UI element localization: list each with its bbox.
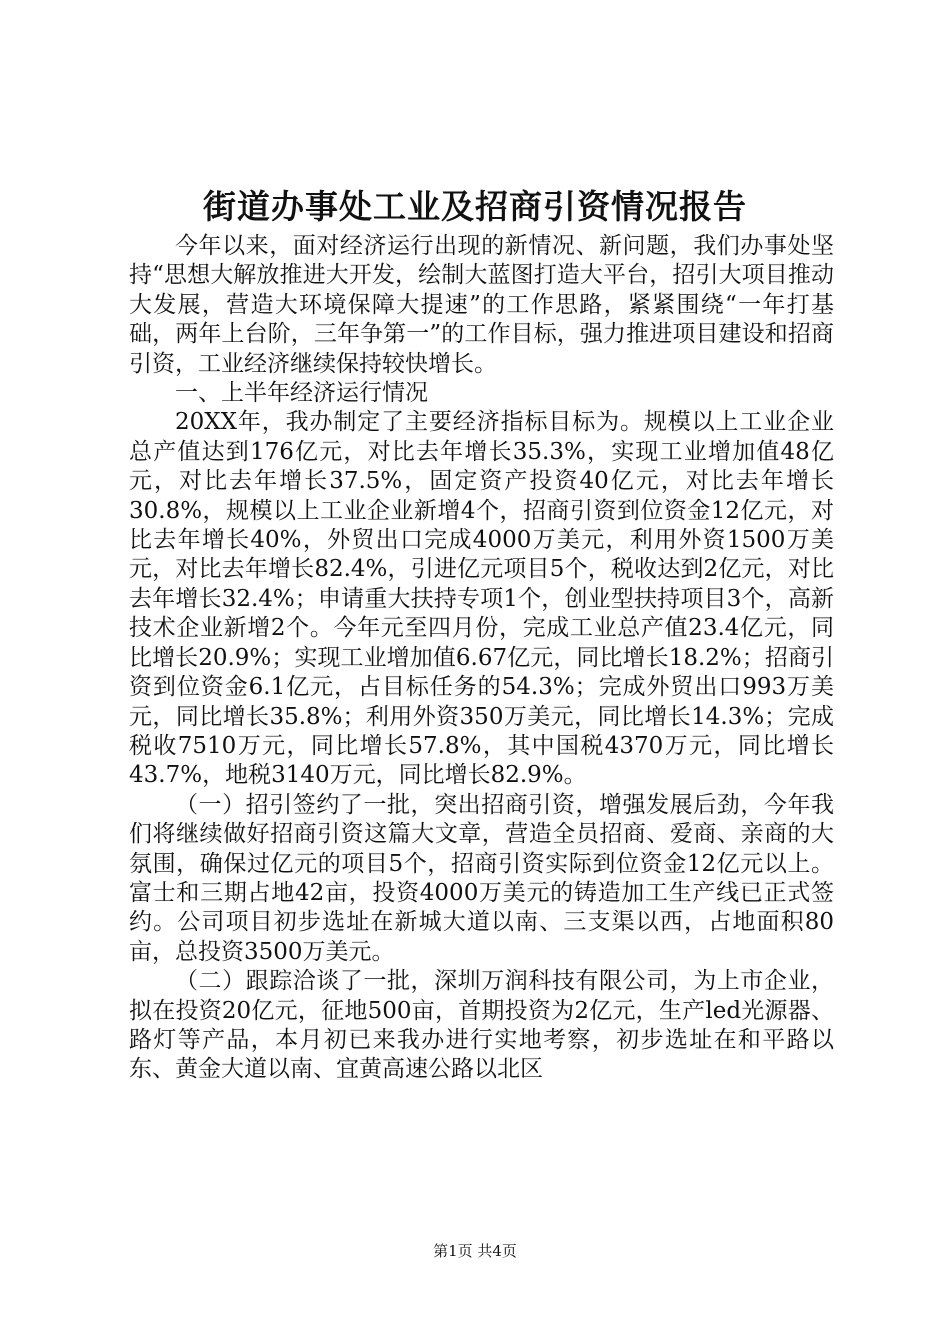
paragraph-negotiated-projects: （二）跟踪洽谈了一批，深圳万润科技有限公司，为上市企业，拟在投资20亿元，征地500亩，首期投资为2亿元，生产led光源器、路灯等产品，本月初已来我办进行实地考察，初步选址在和平路以东、黄金大道以南、宜黄高速公路以北区 (129, 968, 834, 1083)
paragraph-signed-projects: （一）招引签约了一批，突出招商引资，增强发展后劲，今年我们将继续做好招商引资这篇大文章，营造全员招商、爱商、亲商的大氛围，确保过亿元的项目5个，招商引资实际到位资金12亿元以上。富士和三期占地42亩，投资4000万美元的铸造加工生产线已正式签约。公司项目初步选址在新城大道以南、三支渠以西，占地面积80亩，总投资3500万美元。 (129, 791, 834, 965)
document-body (129, 232, 834, 1085)
section-heading: 一、上半年经济运行情况 (175, 380, 428, 407)
paragraph-indicators: 20XX年，我办制定了主要经济指标目标为。规模以上工业企业总产值达到176亿元，对比去年增长35.3%，实现工业增加值48亿元，对比去年增长37.5%，固定资产投资40亿元，对比去年增长30.8%，规模以上工业企业新增4个，招商引资到位资金12亿元，对比去年增长40%，外贸出口完成4000万美元，利用外资1500万美元，对比去年增长82.4%，引进亿元项目5个，税收达到2亿元，对比去年增长32.4%；申请重大扶持专项1个，创业型扶持项目3个，高新技术企业新增2个。今年元至四月份，完成工业总产值23.4亿元，同比增长20.9%；实现工业增加值6.67亿元，同比增长18.2%；招商引资到位资金6.1亿元，占目标任务的54.3%；完成外贸出口993万美元，同比增长35.8%；利用外资350万美元，同比增长14.3%；完成税收7510万元，同比增长57.8%，其中国税4370万元，同比增长43.7%，地税3140万元，同比增长82.9%。 (129, 409, 834, 789)
document-title: 街道办事处工业及招商引资情况报告 (203, 187, 747, 226)
page-footer: 第1页 共4页 (433, 1242, 517, 1260)
paragraph-intro: 今年以来，面对经济运行出现的新情况、新问题，我们办事处坚持“思想大解放推进大开发，绘制大蓝图打造大平台，招引大项目推动大发展，营造大环境保障大提速”的工作思路，紧紧围绕“一年打基础，两年上台阶，三年争第一”的工作目标，强力推进项目建设和招商引资，工业经济继续保持较快增长。 (129, 233, 834, 377)
